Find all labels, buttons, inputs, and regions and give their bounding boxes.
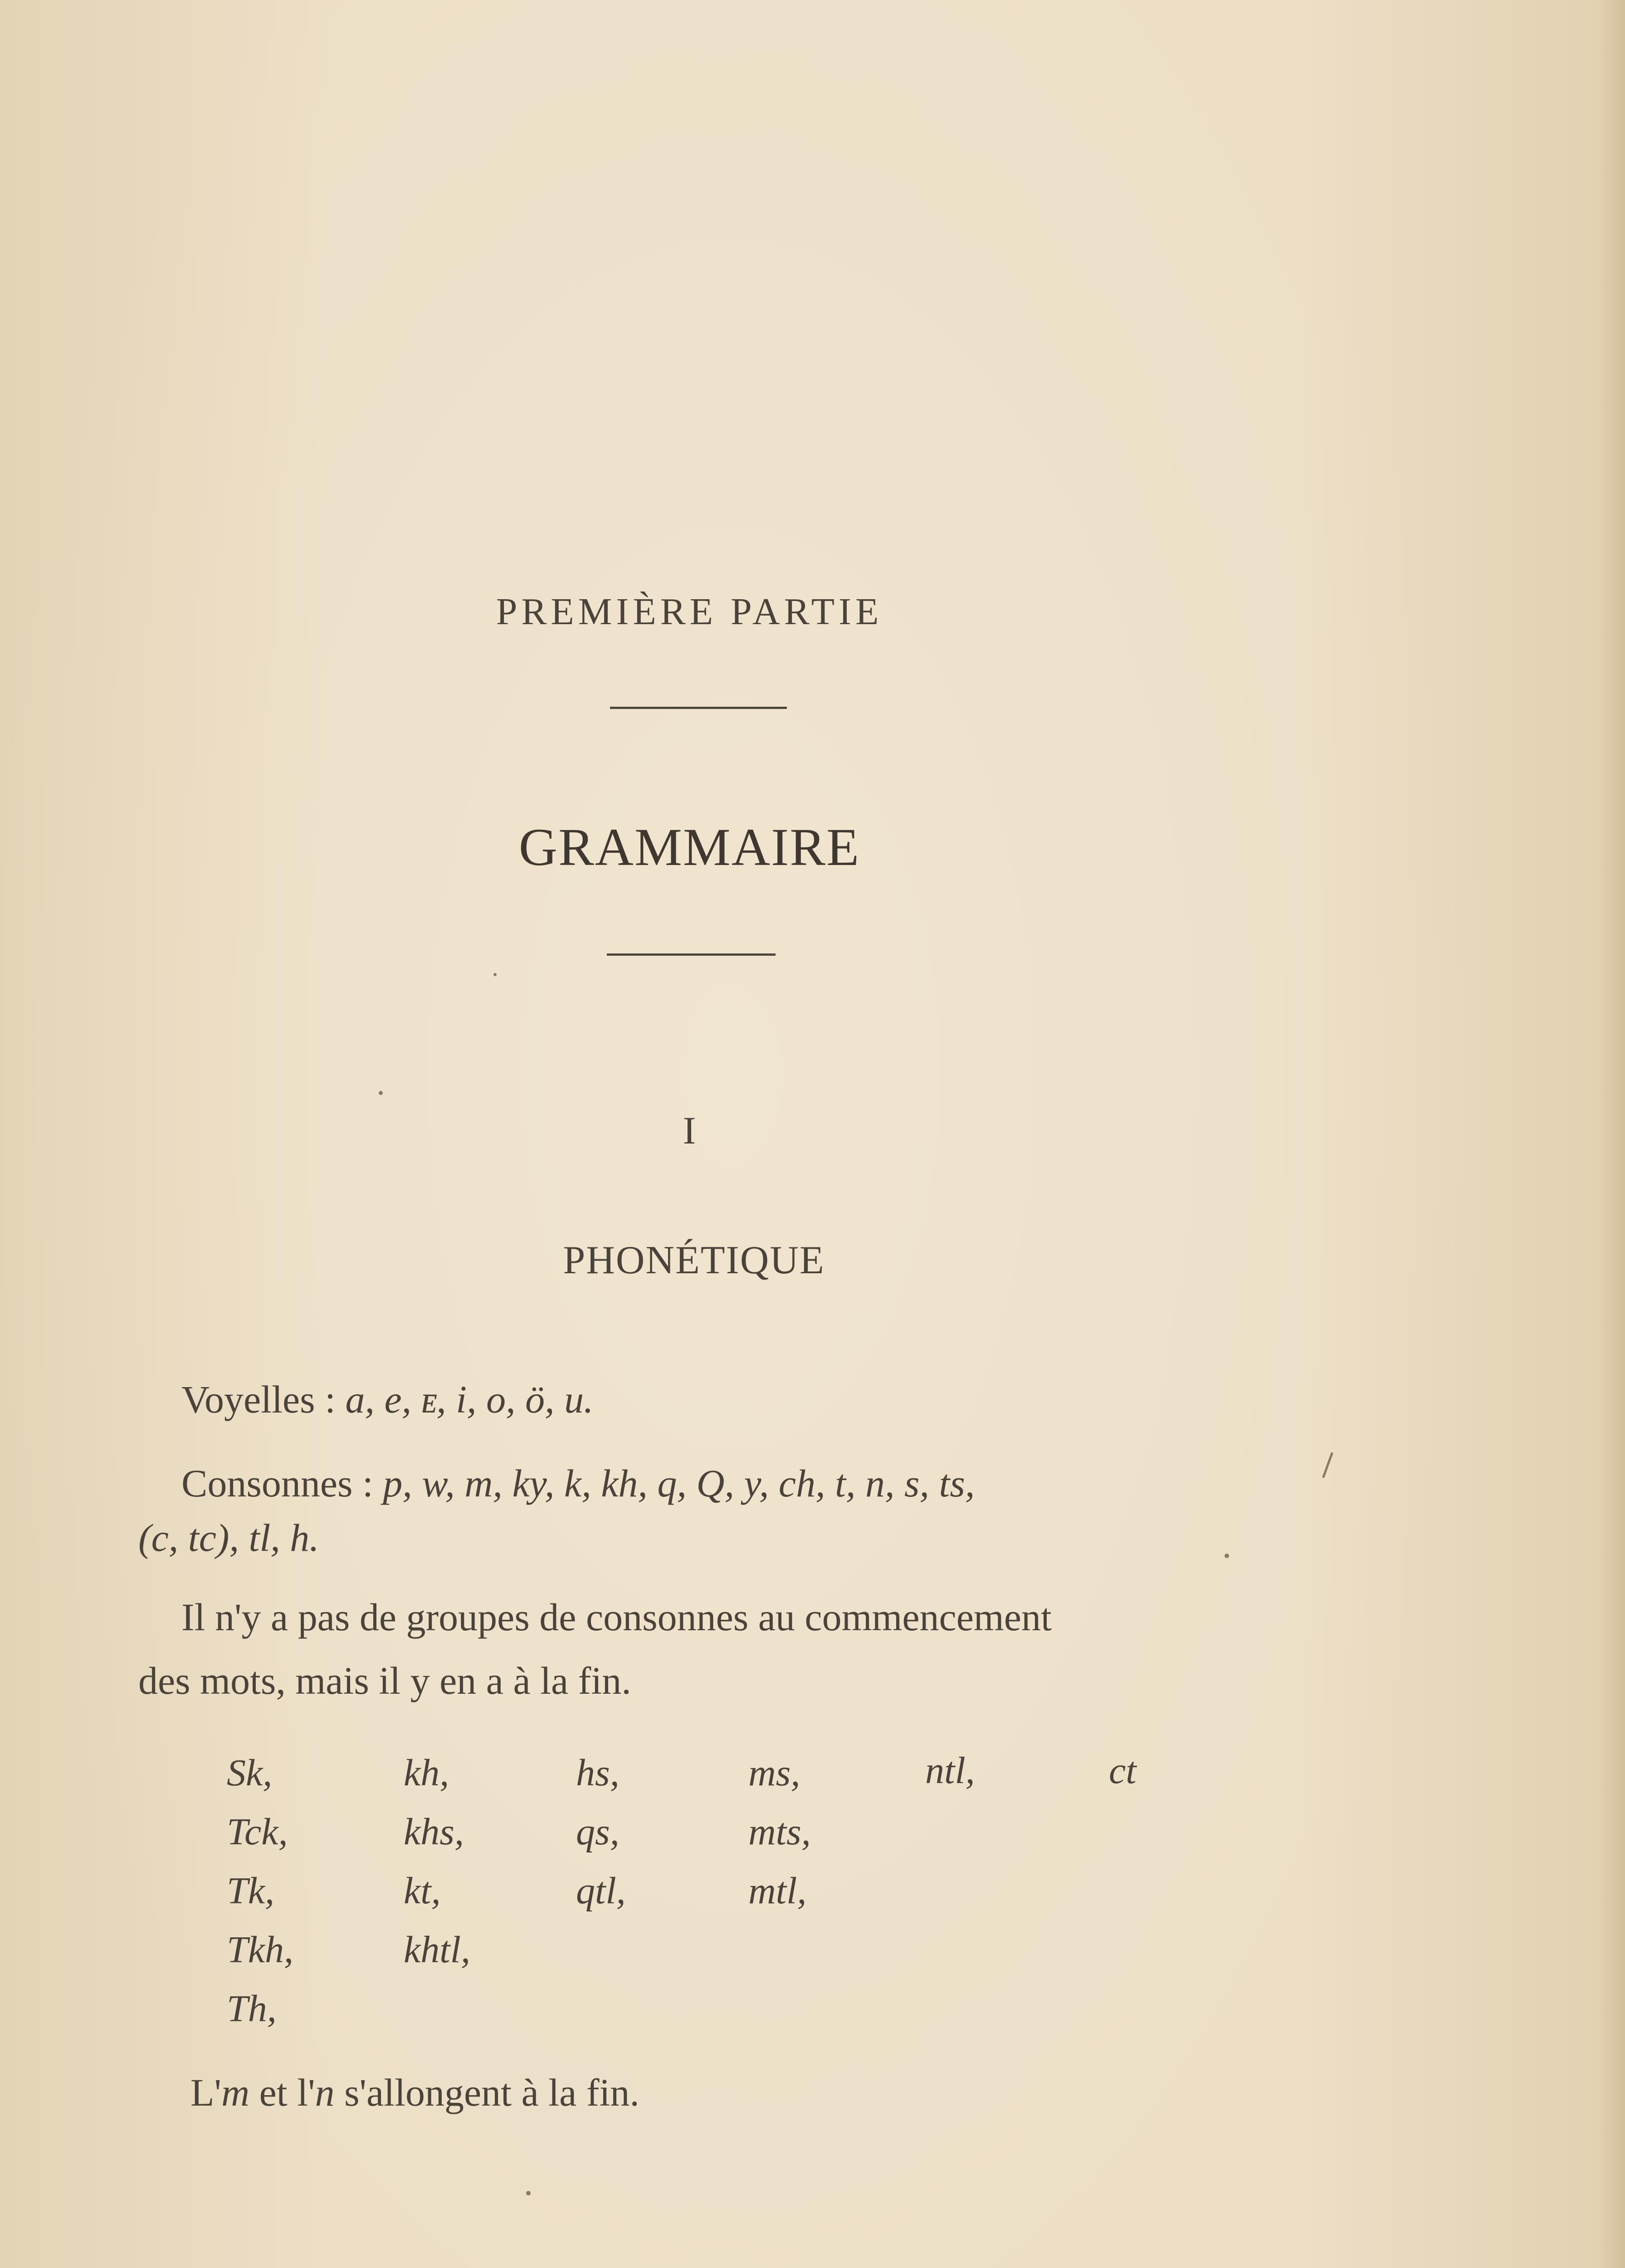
paper-speck [1225,1554,1229,1558]
cluster-cell: hs, [576,1752,620,1794]
consonants-label: Consonnes : [181,1461,373,1505]
cluster-cell: mtl, [748,1870,807,1912]
section-title: PHONÉTIQUE [563,1238,825,1282]
divider-rule [607,953,776,956]
vowels-label: Voyelles : [181,1378,336,1421]
final-note-pre: L' [190,2071,222,2114]
final-note-m: m [221,2071,250,2114]
cluster-cell: ms, [748,1752,800,1794]
cluster-cell: Sk, [227,1752,273,1794]
cluster-cell: kt, [404,1870,441,1912]
final-note-mid: et l' [249,2071,315,2114]
final-note-post: s'allongent à la fin. [334,2071,639,2114]
cluster-cell: qs, [576,1811,620,1853]
consonants-paragraph [181,1461,975,1506]
cluster-cell: Tk, [227,1870,274,1912]
vowels-list: a, e, ᴇ, i, o, ö, u. [345,1378,594,1421]
clusters-text-line1: Il n'y a pas de groupes de consonnes au commencement [181,1595,1052,1639]
clusters-text-line2: des mots, mais il y en a à la fin. [138,1659,631,1702]
cluster-cell: qtl, [576,1870,626,1912]
page-right-shadow [1596,0,1625,2268]
vowels-paragraph [181,1377,594,1422]
cluster-cell: khs, [404,1811,464,1853]
cluster-cell: Tkh, [227,1929,293,1971]
cluster-cell: ntl, [925,1750,975,1792]
cluster-cell: ct [1109,1750,1137,1792]
paper-speck [493,973,497,976]
paper-speck [1322,1452,1333,1478]
final-note-n: n [315,2071,335,2114]
part-heading: PREMIÈRE PARTIE [496,591,883,633]
final-note [190,2070,639,2115]
cluster-cell: kh, [404,1752,449,1794]
page-title: GRAMMAIRE [518,817,860,877]
paper-speck [526,2191,531,2195]
cluster-cell: Tck, [227,1811,288,1853]
paper-speck [379,1091,383,1095]
cluster-cell: mts, [748,1811,811,1853]
cluster-cell: Th, [227,1988,277,2030]
consonants-list-line1: p, w, m, ky, k, kh, q, Q, y, ch, t, n, s, ts, [383,1461,975,1505]
section-number: I [683,1109,696,1152]
divider-rule [610,707,787,709]
cluster-cell: khtl, [404,1929,470,1971]
consonants-list-line2: (c, tc), tl, h. [138,1516,319,1559]
